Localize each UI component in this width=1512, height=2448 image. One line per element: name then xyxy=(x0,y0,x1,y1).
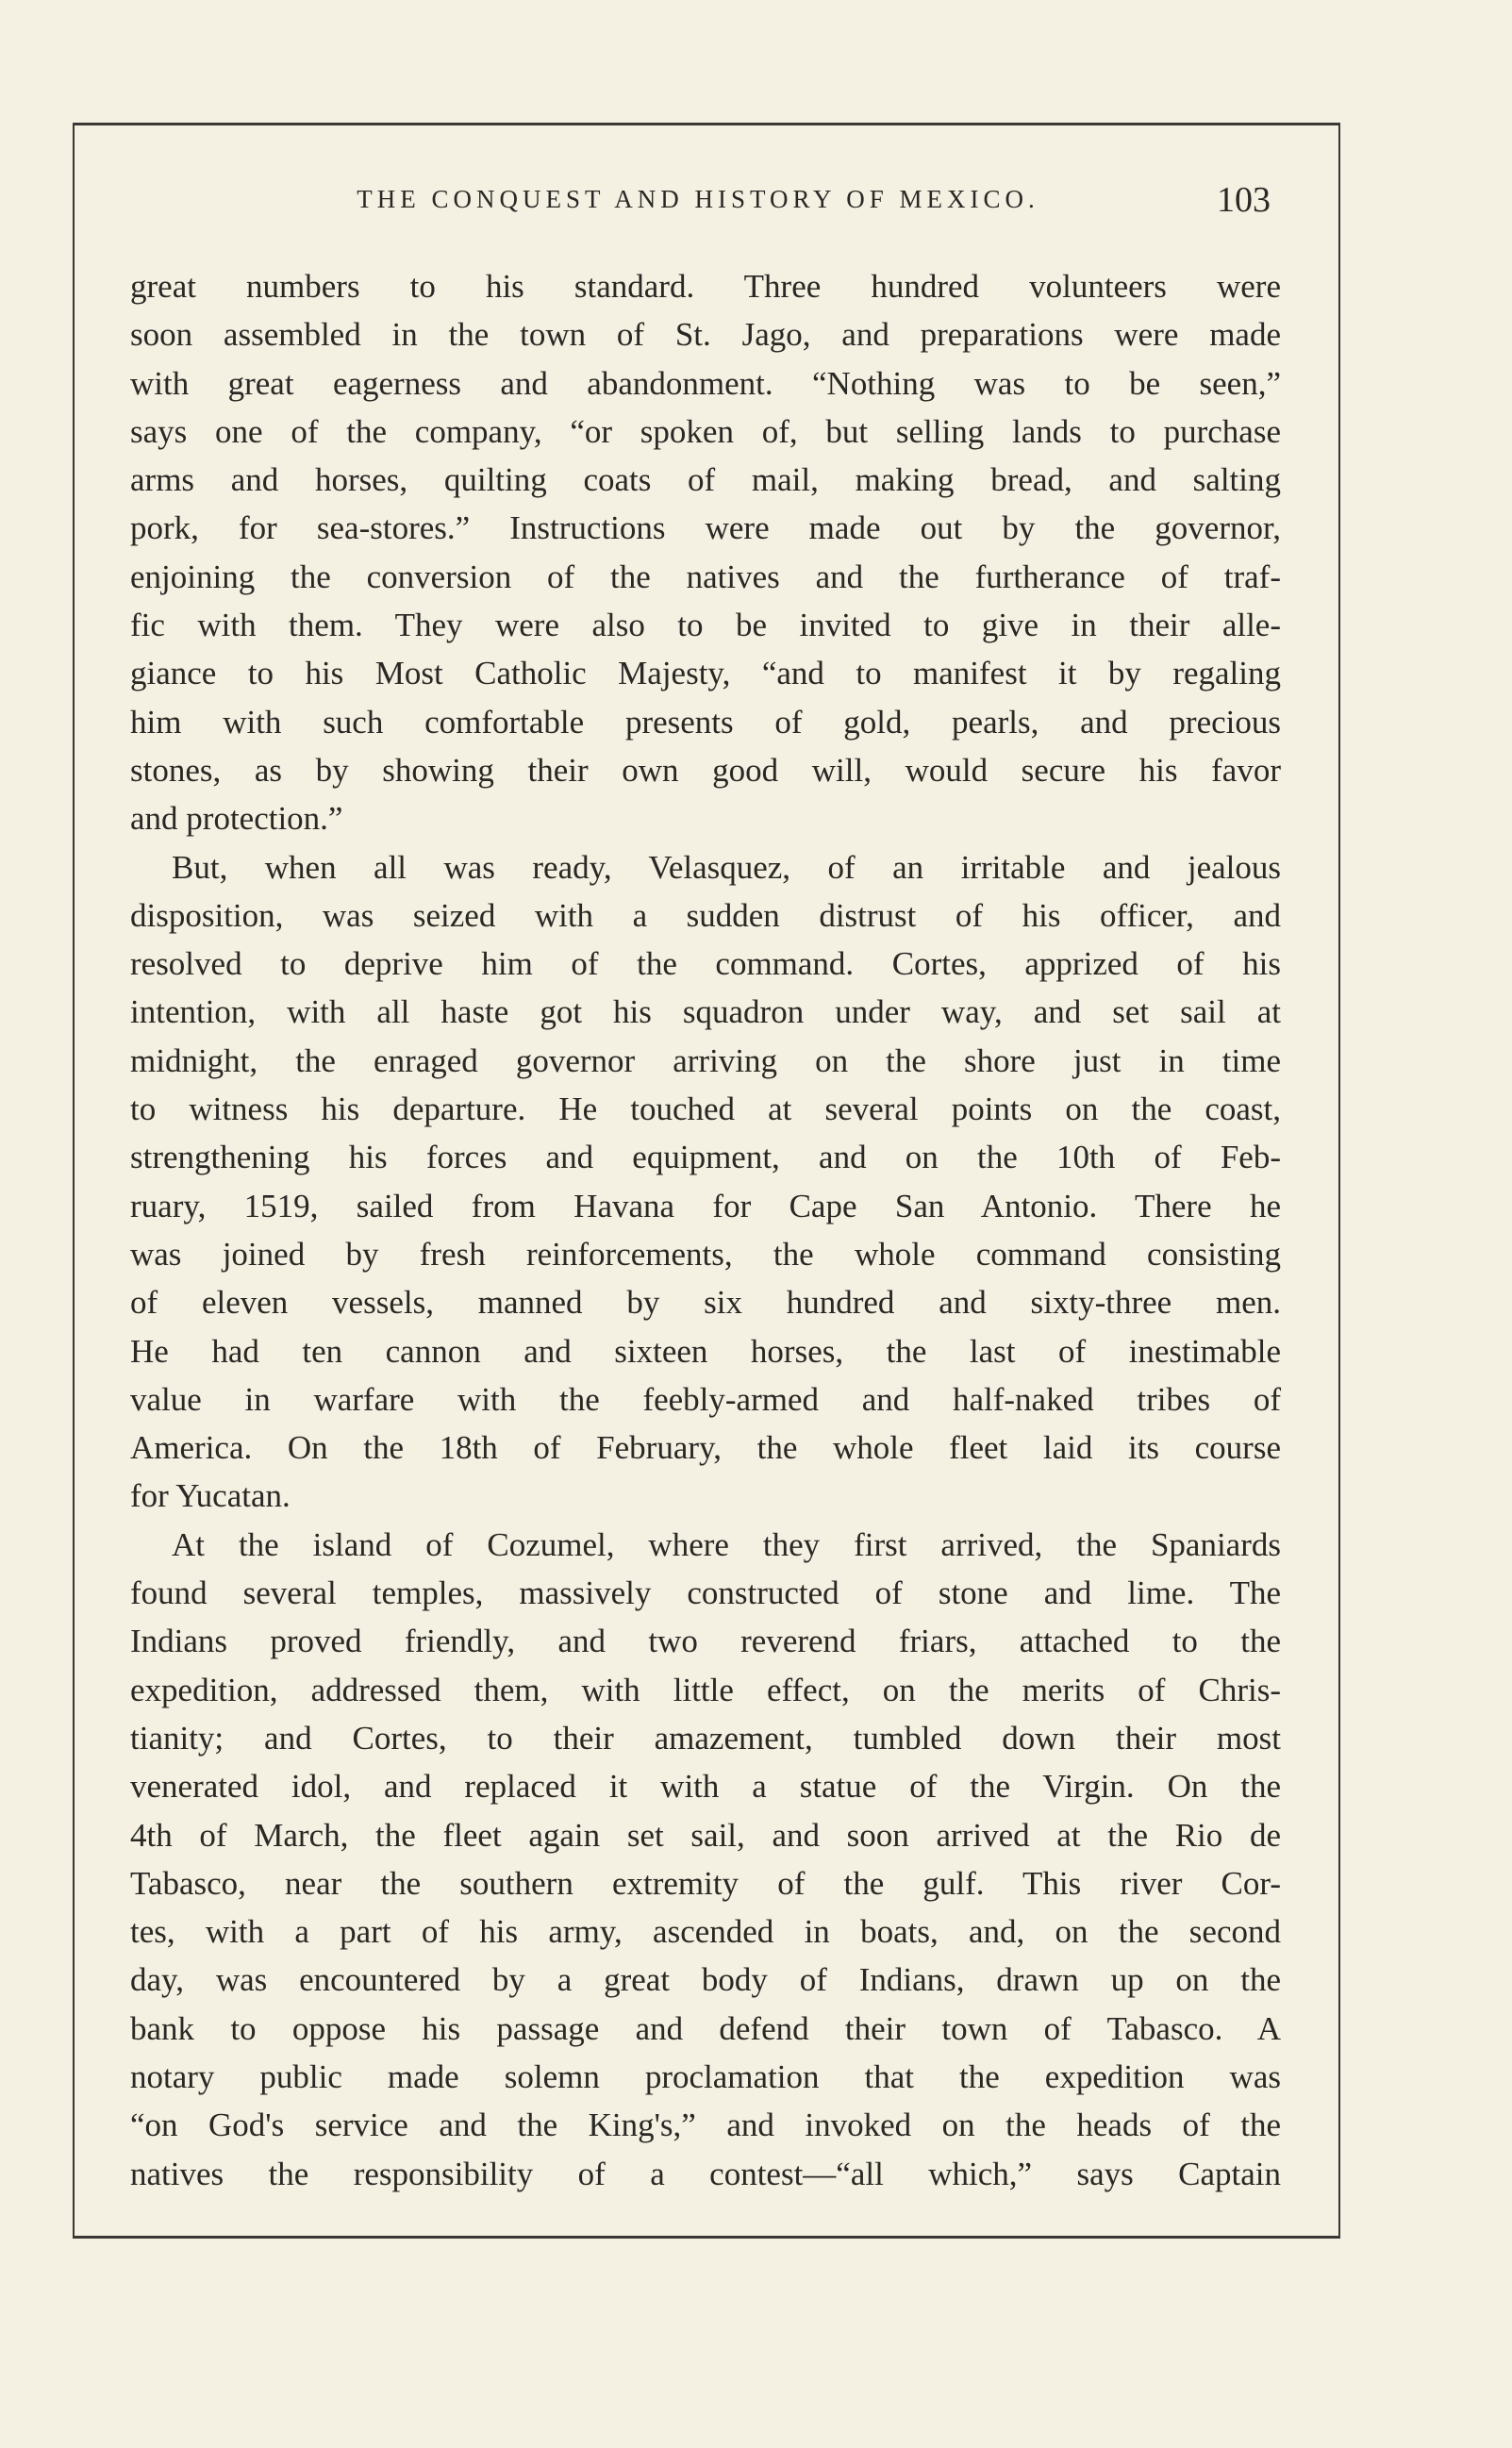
text-line: expedition, addressed them, with little effect, on the merits of Chris- xyxy=(130,1671,1281,1708)
text-line: America. On the 18th of February, the whole fleet laid its course xyxy=(130,1429,1281,1467)
text-line: notary public made solemn proclamation that the expedition was xyxy=(130,2057,1281,2095)
text-line: tes, with a part of his army, ascended in boats, and, on the second xyxy=(130,1913,1281,1951)
text-line: 4th of March, the fleet again set sail, and soon arrived at the Rio de xyxy=(130,1816,1281,1854)
text-line: for Yucatan. xyxy=(130,1477,291,1515)
text-line: soon assembled in the town of St. Jago, and preparations were made xyxy=(130,316,1281,354)
text-line: and protection.” xyxy=(130,800,343,838)
text-line: of eleven vessels, manned by six hundred and sixty-three men. xyxy=(130,1284,1281,1322)
text-line: was joined by fresh reinforcements, the whole command consisting xyxy=(130,1235,1281,1273)
text-line: intention, with all haste got his squadron under way, and set sail at xyxy=(130,993,1281,1031)
text-line: pork, for sea-stores.” Instructions were made out by the governor, xyxy=(130,509,1281,547)
text-line: He had ten cannon and sixteen horses, the last of inestimable xyxy=(130,1332,1281,1370)
paragraph-first-line: At the island of Cozumel, where they first arrived, the Spaniards xyxy=(172,1525,1281,1563)
text-line: ruary, 1519, sailed from Havana for Cape San Antonio. There he xyxy=(130,1187,1281,1224)
text-line: bank to oppose his passage and defend their town of Tabasco. A xyxy=(130,2009,1281,2047)
text-line: midnight, the enraged governor arriving on the shore just in time xyxy=(130,1041,1281,1079)
page-number: 103 xyxy=(1217,180,1271,220)
text-line: natives the responsibility of a contest—“all which,” says Captain xyxy=(130,2155,1281,2192)
text-line: disposition, was seized with a sudden distrust of his officer, and xyxy=(130,896,1281,934)
text-line: to witness his departure. He touched at several points on the coast, xyxy=(130,1091,1281,1128)
text-line: him with such comfortable presents of gold, pearls, and precious xyxy=(130,703,1281,741)
text-line: great numbers to his standard. Three hundred volunteers were xyxy=(130,268,1281,305)
text-line: resolved to deprive him of the command. Cortes, apprized of his xyxy=(130,945,1281,983)
text-line: fic with them. They were also to be invited to give in their alle- xyxy=(130,607,1281,644)
text-line: arms and horses, quilting coats of mail, making bread, and salting xyxy=(130,461,1281,499)
text-line: “on God's service and the King's,” and invoked on the heads of the xyxy=(130,2107,1281,2144)
text-line: Indians proved friendly, and two reverend friars, attached to the xyxy=(130,1623,1281,1660)
text-line: says one of the company, “or spoken of, but selling lands to purchase xyxy=(130,412,1281,450)
text-line: day, was encountered by a great body of Indians, drawn up on the xyxy=(130,1961,1281,1999)
text-line: found several temples, massively constructed of stone and lime. The xyxy=(130,1574,1281,1612)
text-line: value in warfare with the feebly-armed and half-naked tribes of xyxy=(130,1380,1281,1418)
body-text xyxy=(130,262,1281,2198)
text-line: stones, as by showing their own good will, would secure his favor xyxy=(130,751,1281,789)
text-line: venerated idol, and replaced it with a statue of the Virgin. On the xyxy=(130,1768,1281,1806)
text-line: enjoining the conversion of the natives and the furtherance of traf- xyxy=(130,558,1281,595)
text-line: tianity; and Cortes, to their amazement, tumbled down their most xyxy=(130,1719,1281,1757)
running-head-title: THE CONQUEST AND HISTORY OF MEXICO. xyxy=(357,185,1039,213)
text-line: strengthening his forces and equipment, and on the 10th of Feb- xyxy=(130,1139,1281,1176)
text-line: with great eagerness and abandonment. “Nothing was to be seen,” xyxy=(130,364,1281,402)
text-line: Tabasco, near the southern extremity of the gulf. This river Cor- xyxy=(130,1864,1281,1902)
paragraph-first-line: But, when all was ready, Velasquez, of an irritable and jealous xyxy=(172,848,1281,886)
text-line: giance to his Most Catholic Majesty, “and to manifest it by regaling xyxy=(130,655,1281,692)
